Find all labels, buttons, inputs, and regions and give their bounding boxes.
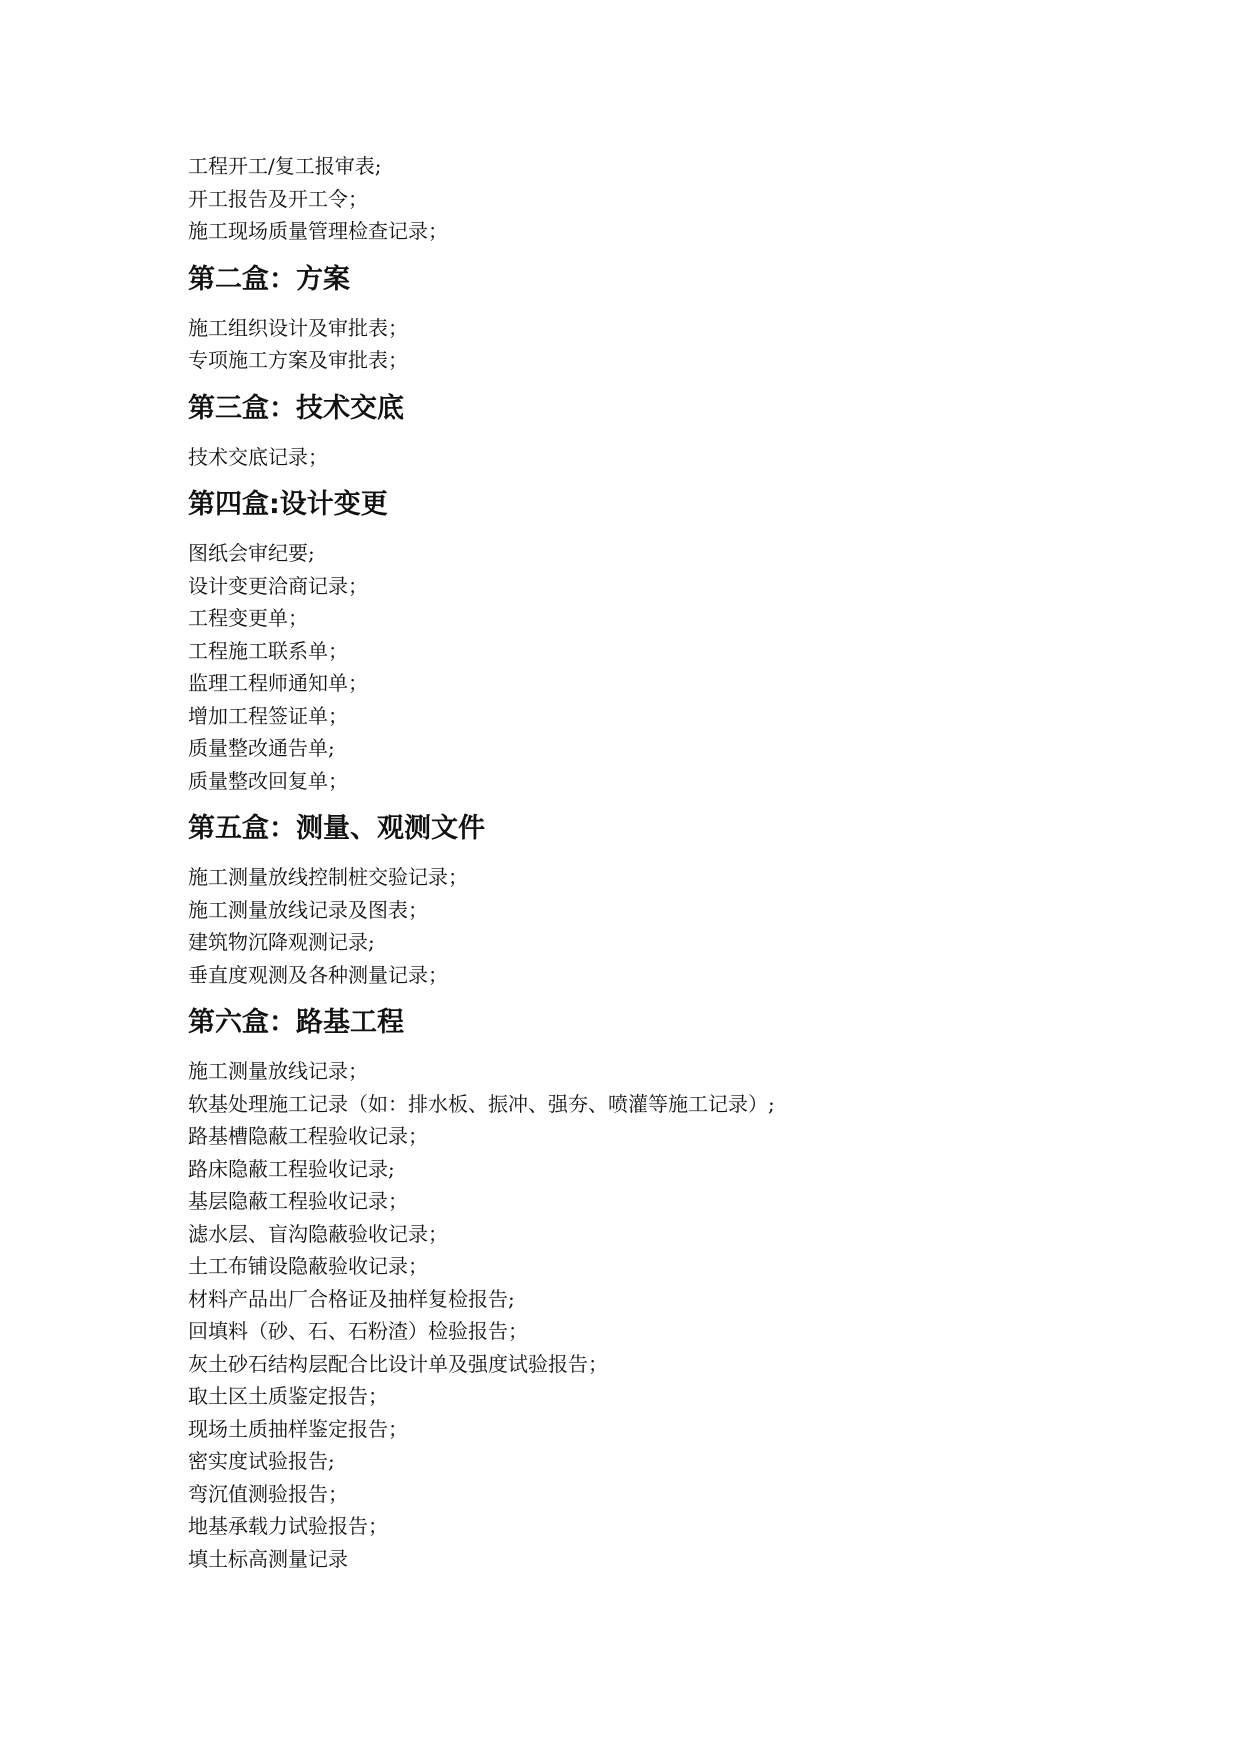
list-item: 材料产品出厂合格证及抽样复检报告; xyxy=(188,1286,515,1311)
list-item: 工程施工联系单； xyxy=(188,638,348,663)
list-item: 土工布铺设隐蔽验收记录； xyxy=(188,1254,428,1278)
list-item: 设计变更洽商记录； xyxy=(188,573,368,598)
list-item: 施工测量放线记录及图表； xyxy=(188,897,428,922)
list-item: 密实度试验报告; xyxy=(188,1449,335,1473)
list-item: 垂直度观测及各种测量记录； xyxy=(188,962,448,987)
list-item: 工程变更单； xyxy=(188,606,308,630)
section-box-3 xyxy=(188,389,1148,474)
section-box-2 xyxy=(188,260,1148,377)
list-item: 路床隐蔽工程验收记录; xyxy=(188,1156,395,1181)
list-item: 基层隐蔽工程验收记录； xyxy=(188,1189,408,1213)
document-page xyxy=(188,150,1148,1575)
section-heading: 第三盒：技术交底 xyxy=(188,392,404,424)
list-item: 专项施工方案及审批表； xyxy=(188,348,408,372)
list-item: 开工报告及开工令； xyxy=(188,186,368,211)
section-box-6 xyxy=(188,1003,1148,1575)
section-heading: 第六盒：路基工程 xyxy=(188,1007,404,1038)
list-item: 监理工程师通知单； xyxy=(188,671,368,695)
list-item: 质量整改通告单; xyxy=(188,736,335,760)
list-item: 施工测量放线记录； xyxy=(188,1059,368,1083)
list-item: 滤水层、盲沟隐蔽验收记录； xyxy=(188,1221,448,1246)
list-item: 技术交底记录； xyxy=(188,444,328,469)
list-item: 质量整改回复单； xyxy=(188,768,348,793)
list-item: 取土区土质鉴定报告； xyxy=(188,1384,388,1408)
section-heading: 第二盒：方案 xyxy=(188,263,350,295)
list-item: 施工测量放线控制桩交验记录； xyxy=(188,865,468,889)
list-item: 施工现场质量管理检查记录； xyxy=(188,219,448,243)
list-item: 路基槽隐蔽工程验收记录； xyxy=(188,1124,428,1148)
section-heading: 第五盒：测量、观测文件 xyxy=(188,813,485,844)
list-item: 软基处理施工记录（如：排水板、振冲、强夯、喷灌等施工记录）; xyxy=(188,1091,775,1116)
list-item: 工程开工/复工报审表; xyxy=(188,154,382,178)
list-item: 图纸会审纪要; xyxy=(188,541,315,565)
list-item: 灰土砂石结构层配合比设计单及强度试验报告； xyxy=(188,1351,608,1376)
list-item: 填土标高测量记录 xyxy=(188,1546,348,1571)
list-item: 施工组织设计及审批表； xyxy=(188,315,408,340)
section-heading: 第四盒:设计变更 xyxy=(188,489,388,520)
list-item: 建筑物沉降观测记录; xyxy=(188,930,375,954)
list-item: 弯沉值测验报告； xyxy=(188,1481,348,1506)
list-item: 回填料（砂、石、石粉渣）检验报告； xyxy=(188,1319,528,1343)
list-item: 增加工程签证单； xyxy=(188,703,348,728)
list-item: 地基承载力试验报告； xyxy=(188,1514,388,1538)
section-intro xyxy=(188,150,1148,248)
section-box-5 xyxy=(188,809,1148,991)
list-item: 现场土质抽样鉴定报告； xyxy=(188,1416,408,1441)
section-box-4 xyxy=(188,485,1148,797)
